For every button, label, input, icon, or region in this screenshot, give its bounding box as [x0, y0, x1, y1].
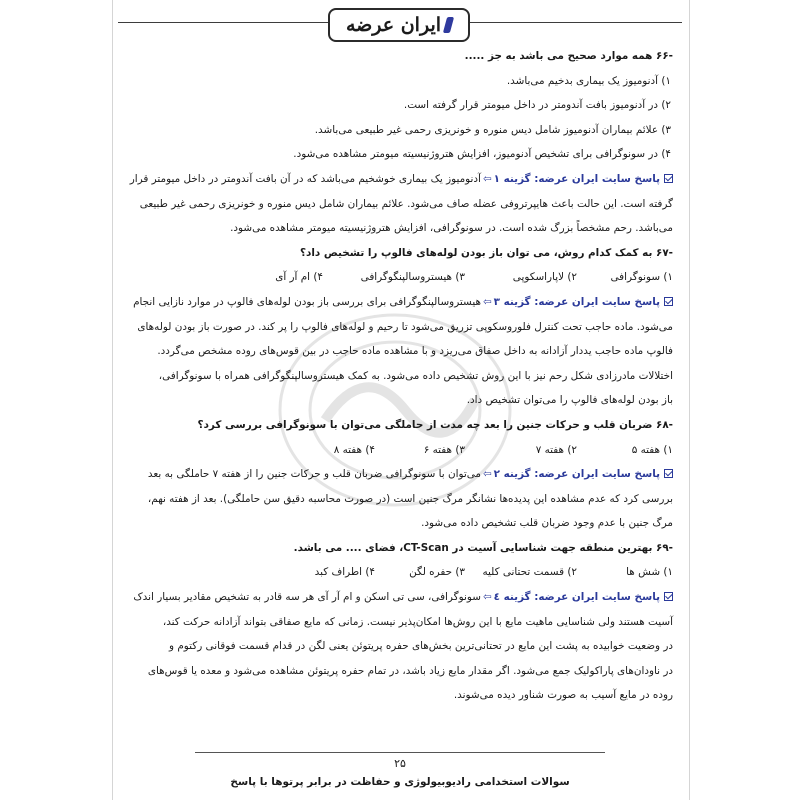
answer-text: اختلالات مادرزادی شکل رحم نیز با این روش تشخیص داده می‌شود. به کمک هیستروسالپنگوگرافی همراه با سونوگرافی،: [158, 369, 673, 382]
answer-text: فالوپ ماده حاجب یددار آزادانه به داخل صفاق می‌ریزد و با مشاهده ماده حاجب در بین قوس‌های روده مشخص می‌گردد.: [157, 345, 673, 358]
answer-label: پاسخ سایت ایران عرضه: گزینه ۱: [493, 172, 660, 185]
options-row: [128, 560, 673, 585]
checkbox-icon: [664, 469, 673, 478]
answer-text: در ناودان‌های پاراکولیک جمع می‌شود. اگر مقدار مایع زیاد باشد، در تمام حفره پریتوئن مشاهده می‌شود و معده یا قوس‌های: [147, 664, 673, 677]
answer-label: پاسخ سایت ایران عرضه: گزینه ٤: [493, 591, 660, 604]
question-title: -۶۷ به کمک کدام روش، می توان باز بودن لوله‌های فالوپ را تشخیص داد؟: [299, 246, 673, 259]
option-2: ۲) هفته ۷: [535, 443, 577, 456]
answer-text: آسیت هستند ولی شناسایی ماهیت مایع با این روش‌ها امکان‌پذیر نیست. زمانی که مایع صفاقی بتواند آزادانه حرکت کند،: [162, 615, 673, 628]
option-4: ۴) ام آر آی: [275, 271, 323, 284]
option-3: ۳) علائم بیماران آدنومیوز شامل دیس منوره و خونریزی رحمی غیر طبیعی می‌باشد.: [314, 123, 671, 136]
option-1: ۱) سونوگرافی: [610, 271, 673, 284]
question-title: -۶۸ ضربان قلب و حرکات جنین را بعد چه مدت از حاملگی می‌توان با سونوگرافی بررسی کرد؟: [197, 418, 673, 431]
answer-text: روده در مایع آسیب به صورت شناور دیده می‌شوند.: [453, 689, 673, 702]
option-4: ۴) هفته ۸: [333, 443, 375, 456]
option-1: ۱) شش ها: [626, 566, 673, 579]
options-row: [128, 265, 673, 290]
answer-text: هیستروسالپنگوگرافی برای بررسی باز بودن لوله‌های فالوپ در موارد نازایی انجام: [133, 295, 481, 308]
checkbox-icon: [664, 592, 673, 601]
answer-text: می‌شود. ماده حاجب تحت کنترل فلوروسکوپی تزریق می‌شود تا رحیم و لوله‌های فالوپ را پر کند. در صورت باز بودن لوله‌های: [137, 320, 673, 333]
option-3: ۳) حفره لگن: [409, 566, 465, 579]
answer-first-line: [128, 462, 673, 487]
answer-text: می‌توان با سونوگرافی ضربان قلب و حرکات جنین را از هفته ۷ حاملگی به بعد: [147, 468, 481, 481]
answer-label: پاسخ سایت ایران عرضه: گزینه ۲: [493, 468, 660, 481]
answer-text: گرفته است. این حالت باعث هایپرتروفی عضله صاف می‌شود. علائم بیماران شامل دیس منوره و خونریزی رحمی غیر طبیعی: [139, 197, 673, 210]
page-content: [128, 44, 673, 708]
option-2: ۲) در آدنومیوز بافت آندومتر در داخل میومتر قرار گرفته است.: [403, 99, 671, 112]
answer-first-line: [128, 585, 673, 610]
arrow-icon: ⇦: [482, 172, 492, 185]
arrow-icon: ⇦: [482, 591, 492, 604]
option-1: ۱) هفته ۵: [631, 443, 673, 456]
answer-text: بررسی کرد که عدم مشاهده این پدیده‌ها نشانگر مرگ جنین است (در صورت محاسبه دقیق سن حاملگی). بعد از هفته نهم،: [147, 492, 673, 505]
answer-text: سونوگرافی، سی تی اسکن و ام آر آی هر سه قادر به تشخیص مقادیر بسیار اندک: [133, 591, 481, 604]
question-title: -۶۶ همه موارد صحیح می باشد به جز .....: [464, 50, 673, 62]
arrow-icon: ⇦: [482, 295, 492, 308]
option-4: ۴) در سونوگرافی برای تشخیص آدنومیوز، افزایش هتروژنیسیته میومتر مشاهده می‌شود.: [293, 148, 671, 161]
option-4: ۴) اطراف کبد: [314, 566, 375, 579]
answer-text: باز بودن لوله‌های فالوپ را می‌توان تشخیص داد.: [466, 394, 673, 407]
answer-text: می‌باشد. رحم مشخصاً بزرگ شده است. در سونوگرافی، افزایش هتروژنیسیته میومتر مشاهده می‌شود.: [230, 222, 673, 235]
option-2: ۲) قسمت تحتانی کلیه: [482, 566, 577, 579]
logo-mark-icon: [443, 17, 454, 33]
answer-label: پاسخ سایت ایران عرضه: گزینه ۳: [493, 295, 660, 308]
answer-first-line: [128, 167, 673, 192]
answer-first-line: [128, 290, 673, 315]
option-3: ۳) هفته ۶: [423, 443, 465, 456]
question-title: -۶۹ بهترین منطقه جهت شناسایی آسیت در CT-Scan، فضای .... می باشد.: [293, 541, 673, 554]
site-logo: [328, 8, 470, 42]
option-2: ۲) لاپاراسکوپی: [512, 271, 577, 284]
option-3: ۳) هیستروسالپنگوگرافی: [360, 271, 465, 284]
arrow-icon: ⇦: [482, 468, 492, 481]
answer-text: آدنومیوز یک بیماری خوشخیم می‌باشد که در آن بافت آندومتر در داخل میومتر قرار: [129, 172, 481, 185]
logo-text: ایران عرضه: [345, 14, 442, 36]
answer-text: مرگ جنین با عدم وجود ضربان قلب تشخیص داده می‌شود.: [421, 517, 673, 530]
option-1: ۱) آدنومیوز یک بیماری بدخیم می‌باشد.: [506, 74, 671, 87]
footer-rule: [195, 752, 605, 753]
footer-title: سوالات استخدامی رادیوبیولوژی و حفاظت در برابر پرتوها با پاسخ: [230, 776, 570, 788]
checkbox-icon: [664, 297, 673, 306]
checkbox-icon: [664, 174, 673, 183]
options-row: [128, 438, 673, 463]
page-number: ۲۵: [394, 757, 406, 770]
answer-text: در وضعیت خوابیده به پشت این مایع در تحتانی‌ترین بخش‌های حفره پریتوئن یعنی لگن در قدام قسمت فوقانی رکتوم و: [169, 640, 673, 653]
